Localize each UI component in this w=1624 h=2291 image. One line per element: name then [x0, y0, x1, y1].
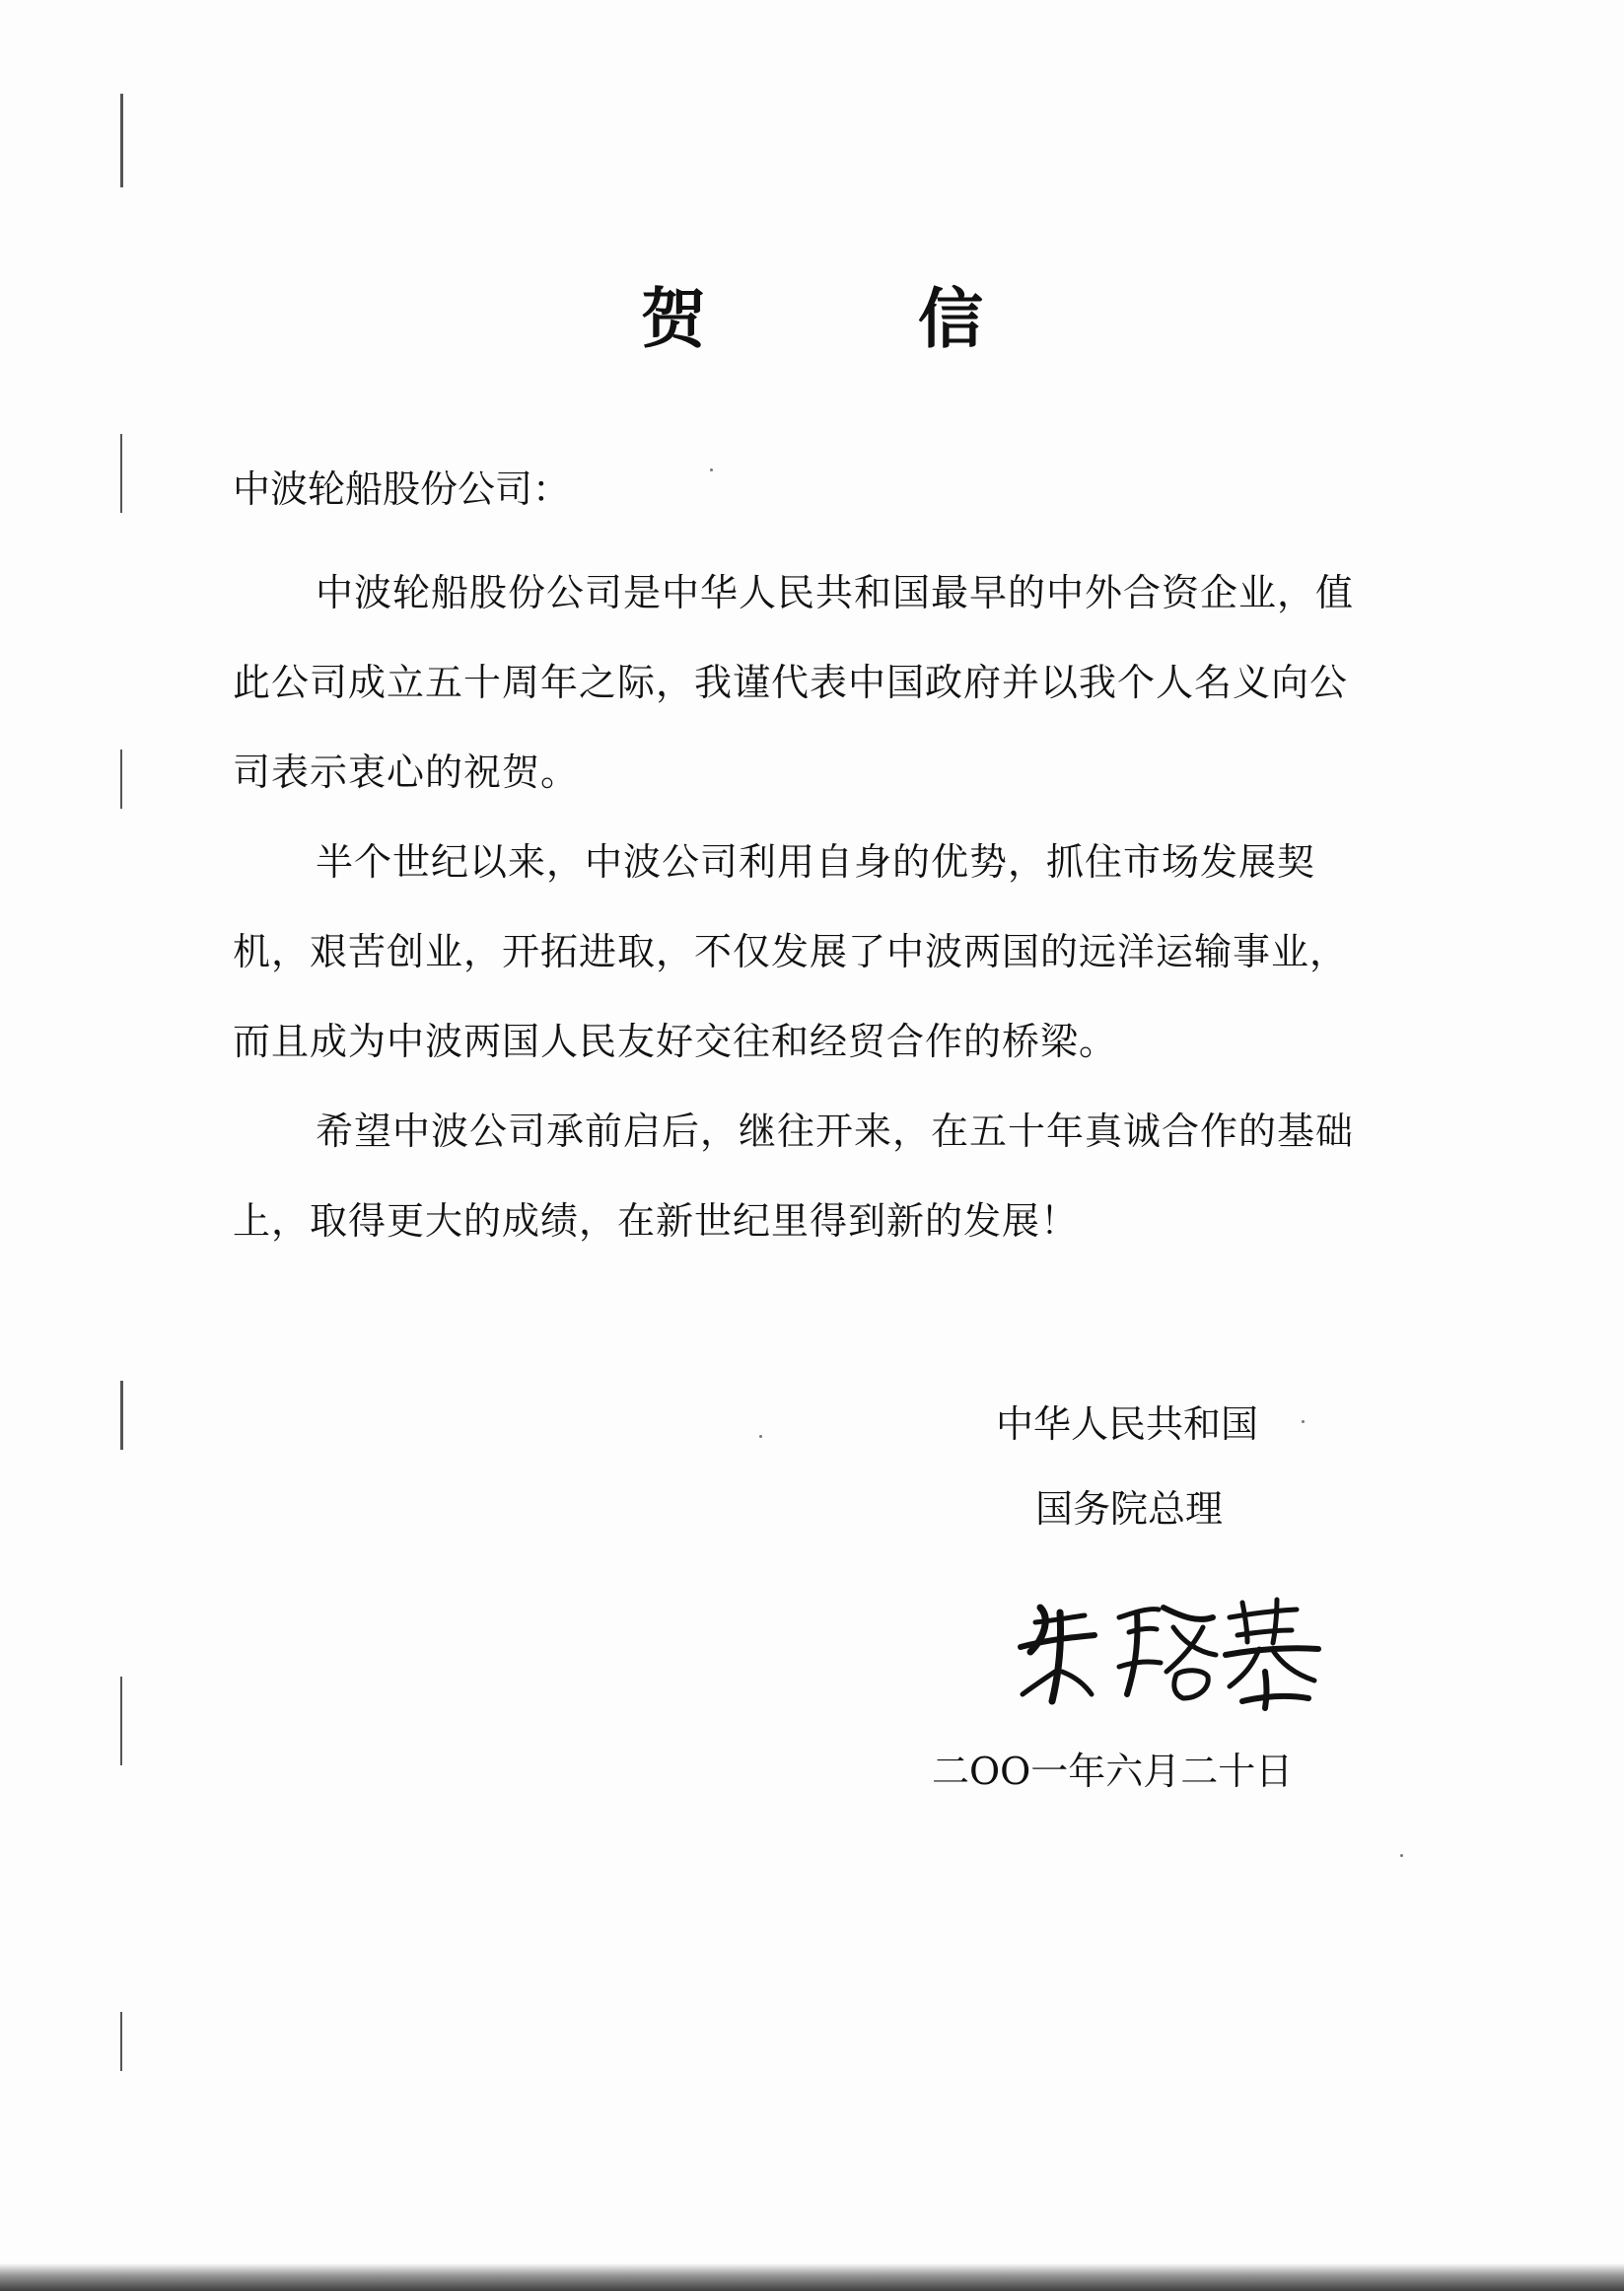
letter-title: 贺 信: [641, 281, 1078, 357]
scan-artifact-line: [120, 94, 123, 187]
handwritten-signature: [1001, 1578, 1336, 1716]
letter-paragraph: 中波轮船股份公司是中华人民共和国最早的中外合资企业，值此公司成立五十周年之际，我谨代表中国政府并以我个人名义向公司表示衷心的祝贺。: [233, 571, 1355, 794]
letter-salutation: 中波轮船股份公司：: [233, 467, 571, 511]
scan-artifact-line: [120, 2012, 122, 2071]
scan-speck: [710, 468, 713, 471]
letter-paragraph: 希望中波公司承前启后，继往开来，在五十年真诚合作的基础上，取得更大的成绩，在新世纪里得到新的发展！: [233, 1110, 1355, 1243]
scan-artifact-line: [120, 750, 122, 809]
scan-speck: [1302, 1420, 1305, 1423]
scan-artifact-line: [120, 434, 122, 513]
scan-speck: [1400, 1854, 1403, 1857]
scan-artifact-line: [120, 1381, 123, 1450]
scan-artifact-line: [120, 1677, 122, 1765]
letter-paragraph: 半个世纪以来，中波公司利用自身的优势，抓住市场发展契机，艰苦创业，开拓进取，不仅发展了中波两国的远洋运输事业，而且成为中波两国人民友好交往和经贸合作的桥梁。: [233, 840, 1349, 1063]
letter-body: [233, 548, 1377, 1266]
scan-bottom-edge: [0, 2263, 1624, 2291]
signatory-title: 国务院总理: [1035, 1487, 1224, 1531]
letter-date: 二OO一年六月二十日: [932, 1750, 1294, 1793]
signatory-country: 中华人民共和国: [996, 1402, 1259, 1446]
scan-speck: [759, 1435, 762, 1438]
